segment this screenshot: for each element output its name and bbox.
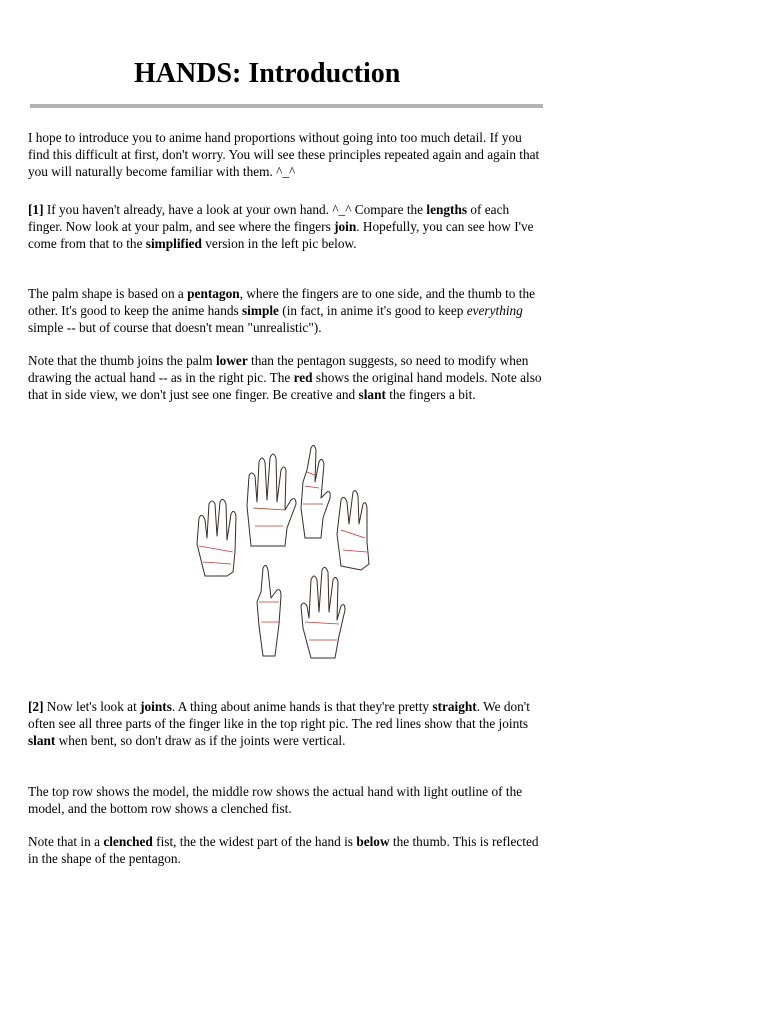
page-title: HANDS: Introduction: [134, 58, 401, 89]
section1-paragraph1: [28, 201, 544, 252]
title-divider: [30, 104, 543, 108]
hand-sketch-middle-left: [197, 499, 236, 576]
s2p1-bold-slant: slant: [28, 733, 56, 748]
s2p1-text-a: Now let's look at: [43, 699, 141, 714]
s2p1-bold-joints: joints: [140, 699, 172, 714]
s2p3-text-c: fist, the the widest part of the hand is: [152, 834, 357, 849]
s1p2-text-a: The palm shape is based on a: [28, 286, 188, 301]
s1p2-text-d: (in fact, in anime it's good to keep: [278, 303, 467, 318]
s2p3-text-d: the thumb. This is reflected in the shape of the pentagon.: [28, 834, 539, 866]
hand-sketch-top-right: [301, 445, 330, 538]
s1p3-text-e: the fingers a bit.: [385, 387, 476, 402]
s1p2-text-c: , where the fingers are to one side, and the thumb to the other. It's good to keep the anime hands: [28, 286, 536, 318]
hand-sketches-figure: [193, 440, 383, 660]
s1p1-text-c: of each finger. Now look at your palm, and see where the fingers: [28, 202, 510, 234]
s1p3-bold-slant: slant: [358, 387, 386, 402]
hand-sketch-middle-right: [337, 491, 369, 570]
s1p1-text-a: If you haven't already, have a look at your own hand. ^_^ Compare the: [43, 202, 427, 217]
s1p1-bold-lengths: lengths: [426, 202, 468, 217]
s1p2-italic-everything: everything: [466, 303, 523, 318]
s2p3-bold-clenched: clenched: [103, 834, 153, 849]
section2-paragraph3: [28, 833, 544, 867]
section1-marker: [1]: [28, 202, 44, 217]
section1-paragraph3: [28, 352, 544, 403]
s1p2-bold-simple: simple: [242, 303, 279, 318]
hand-sketches-svg: [193, 440, 383, 660]
s1p1-text-d: . Hopefully, you can see how I've come from that to the: [28, 219, 534, 251]
s2p1-bold-straight: straight: [432, 699, 477, 714]
section2-paragraph1: [28, 698, 544, 749]
s2p3-bold-below: below: [356, 834, 390, 849]
s2p1-text-d: . We don't often see all three parts of the finger like in the top right pic. The red lines show that the joints: [28, 699, 530, 731]
s1p3-text-a: Note that the thumb joins the palm: [28, 353, 216, 368]
intro-paragraph: I hope to introduce you to anime hand proportions without going into too much detail. If you find this difficult at first, don't worry. You will see these principles repeated again and again that you will naturally become familiar with them. ^_^: [28, 130, 540, 179]
hand-sketch-bottom-right: [301, 567, 345, 658]
s1p1-bold-join: join: [334, 219, 357, 234]
hand-sketch-top-left: [247, 454, 296, 546]
hand-sketch-bottom-left: [257, 565, 281, 656]
s1p3-text-d: shows the original hand models. Note also that in side view, we don't just see one finger. Be creative and: [28, 370, 542, 402]
s1p3-text-c: than the pentagon suggests, so need to modify when drawing the actual hand -- as in the right pic. The: [28, 353, 529, 385]
s2p1-text-c: . A thing about anime hands is that they're pretty: [171, 699, 433, 714]
s1p1-bold-simplified: simplified: [145, 236, 202, 251]
section2-paragraph2: The top row shows the model, the middle row shows the actual hand with light outline of the model, and the bottom row shows a clenched fist.: [28, 784, 523, 816]
s1p2-text-e: simple -- but of course that doesn't mean "unrealistic").: [28, 320, 322, 335]
s1p3-bold-lower: lower: [215, 353, 248, 368]
section2-marker: [2]: [28, 699, 44, 714]
s2p1-text-e: when bent, so don't draw as if the joints were vertical.: [55, 733, 346, 748]
s1p3-bold-red: red: [293, 370, 313, 385]
s1p1-text-e: version in the left pic below.: [201, 236, 357, 251]
s2p3-text-a: Note that in a: [28, 834, 104, 849]
s1p2-bold-pentagon: pentagon: [187, 286, 240, 301]
section1-paragraph2: [28, 285, 544, 336]
